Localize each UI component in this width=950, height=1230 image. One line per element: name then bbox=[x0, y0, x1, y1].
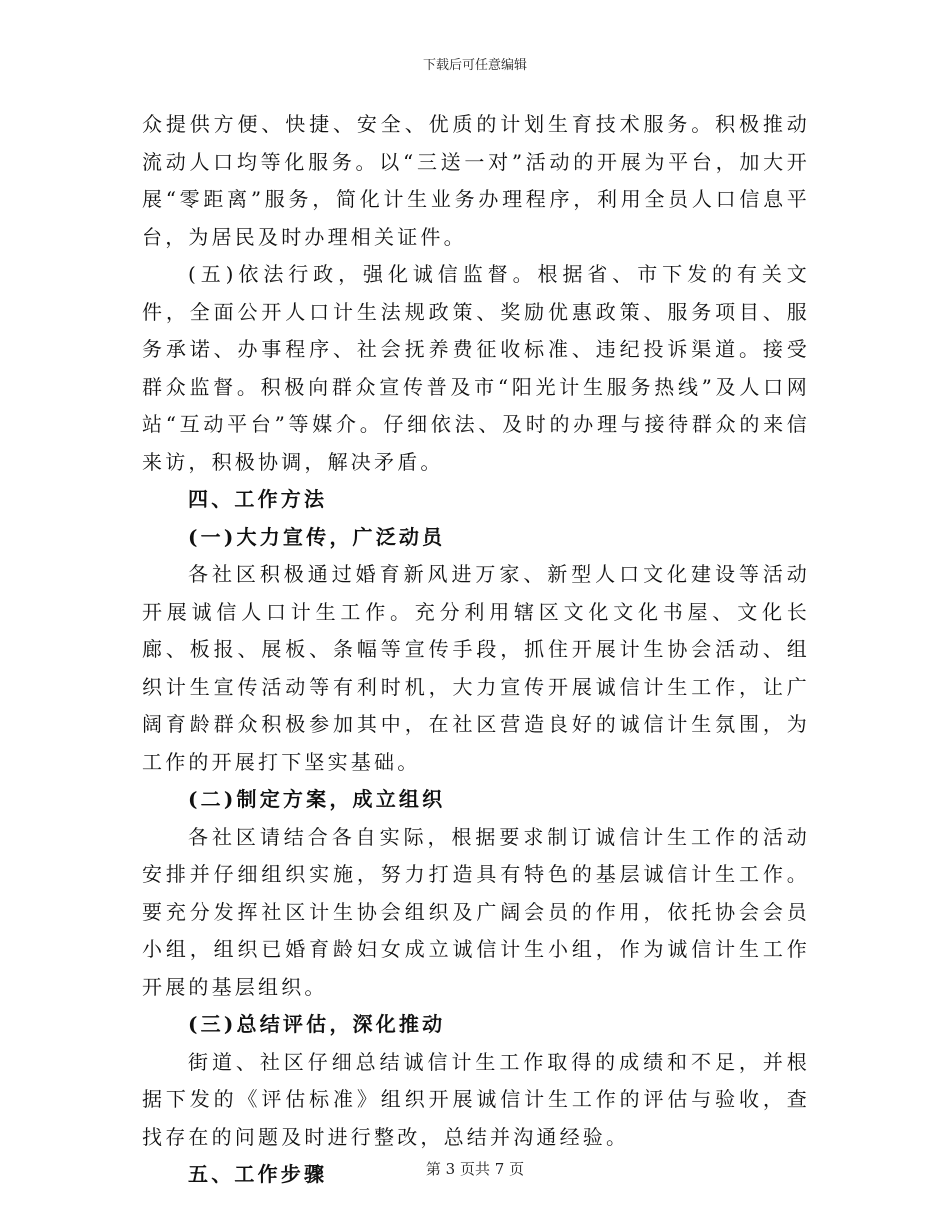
subsection-heading: (二)制定方案，成立组织 bbox=[188, 787, 446, 811]
section-heading: 四、工作方法 bbox=[188, 487, 328, 511]
body-paragraph: (五)依法行政，强化诚信监督。根据省、市下发的有关文件，全面公开人口计生法规政策、奖励优惠政策、服务项目、服务承诺、办事程序、社会抚养费征收标准、违纪投诉渠道。接受群众监督。积极向群众宣传普及市“阳光计生服务热线”及人口网站“互动平台”等媒介。仔细依法、及时的办理与接待群众的来信来访，积极协调，解决矛盾。 bbox=[142, 262, 810, 474]
subsection-heading: (三)总结评估，深化推动 bbox=[188, 1012, 446, 1036]
body-paragraph: 各社区请结合各自实际，根据要求制订诚信计生工作的活动安排并仔细组织实施，努力打造具有特色的基层诚信计生工作。要充分发挥社区计生协会组织及广阔会员的作用，依托协会会员小组，组织已婚育龄妇女成立诚信计生小组，作为诚信计生工作开展的基层组织。 bbox=[142, 824, 810, 999]
body-paragraph: 各社区积极通过婚育新风进万家、新型人口文化建设等活动开展诚信人口计生工作。充分利用辖区文化文化书屋、文化长廊、板报、展板、条幅等宣传手段，抓住开展计生协会活动、组织计生宣传活动等有利时机，大力宣传开展诚信计生工作，让广阔育龄群众积极参加其中，在社区营造良好的诚信计生氛围，为工作的开展打下坚实基础。 bbox=[142, 562, 810, 774]
document-body bbox=[142, 106, 810, 1194]
body-paragraph: 街道、社区仔细总结诚信计生工作取得的成绩和不足，并根据下发的《评估标准》组织开展诚信计生工作的评估与验收，查找存在的问题及时进行整改，总结并沟通经验。 bbox=[142, 1049, 810, 1149]
page-header-note: 下载后可任意编辑 bbox=[422, 58, 527, 73]
section-heading: 五、工作步骤 bbox=[188, 1162, 328, 1186]
subsection-heading: (一)大力宣传，广泛动员 bbox=[188, 524, 446, 549]
body-paragraph: 众提供方便、快捷、安全、优质的计划生育技术服务。积极推动流动人口均等化服务。以“三送一对”活动的开展为平台，加大开展“零距离”服务，简化计生业务办理程序，利用全员人口信息平台，为居民及时办理相关证件。 bbox=[142, 112, 810, 249]
page-number: 第 3 页共 7 页 bbox=[425, 1160, 525, 1178]
